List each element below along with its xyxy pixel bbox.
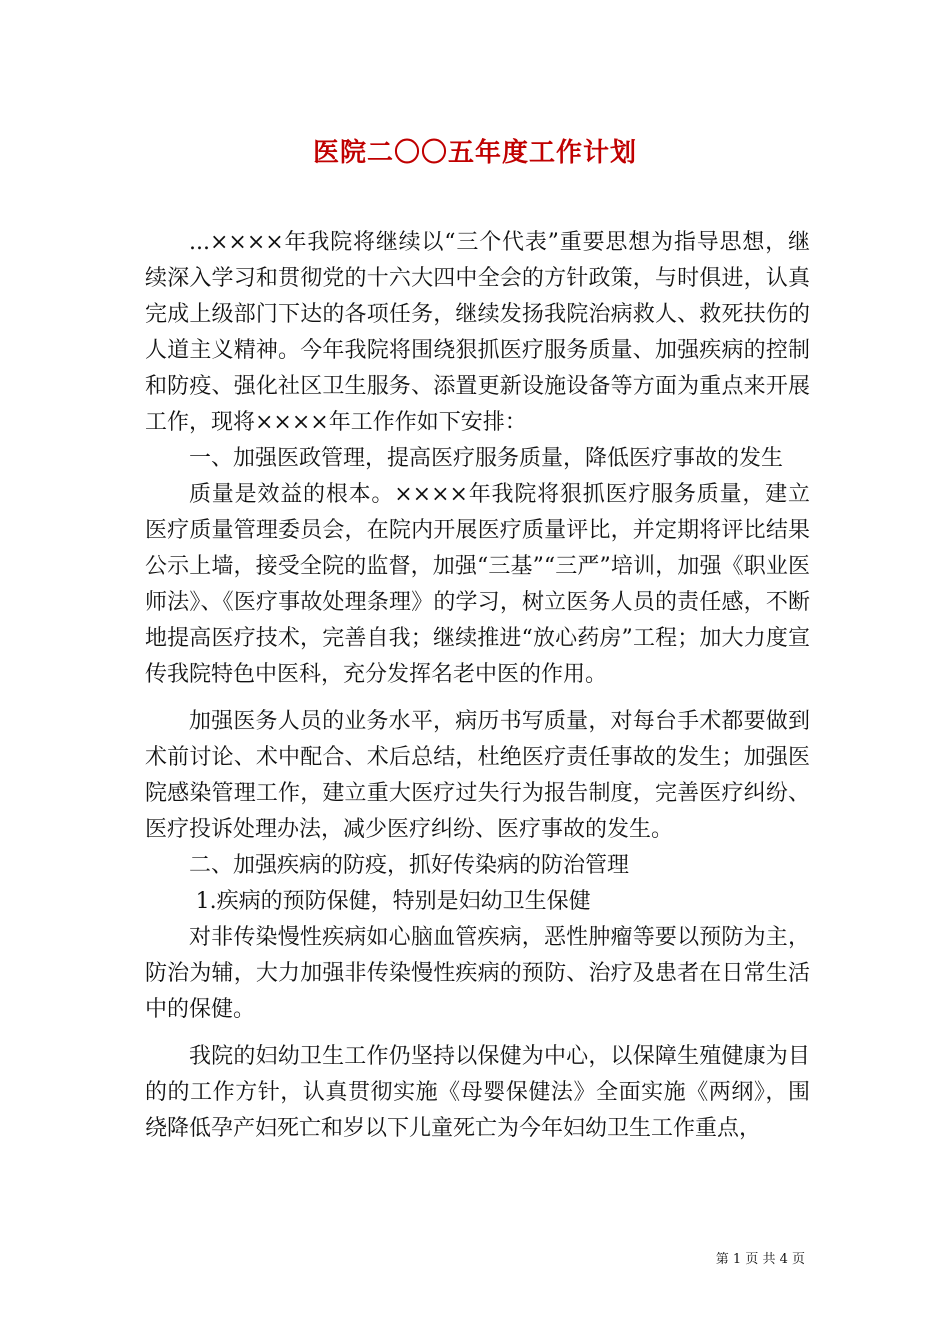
section-heading-1: 一、加强医政管理，提高医疗服务质量，降低医疗事故的发生 bbox=[189, 446, 784, 471]
document-title: 医院二〇〇五年度工作计划 bbox=[312, 138, 637, 168]
subsection-heading-1: 1.疾病的预防保健，特别是妇幼卫生保健 bbox=[195, 889, 591, 914]
paragraph-chronic-disease: 对非传染慢性疾病如心脑血管疾病，恶性肿瘤等要以预防为主，防治为辅，大力加强非传染慢性疾病的预防、治疗及患者在日常生活中的保健。 bbox=[145, 925, 810, 1022]
paragraph-quality: 质量是效益的根本。××××年我院将狠抓医疗服务质量，建立医疗质量管理委员会，在院内开展医疗质量评比，并定期将评比结果公示上墙，接受全院的监督，加强“三基”“三严”培训，加强《职业医师法》、《医疗事故处理条理》的学习，树立医务人员的责任感，不断地提高医疗技术，完善自我；继续推进“放心药房”工程；加大力度宣传我院特色中医科，充分发挥名老中医的作用。 bbox=[145, 482, 810, 687]
section-heading-2: 二、加强疾病的防疫，抓好传染病的防治管理 bbox=[189, 853, 630, 878]
paragraph-intro: ...××××年我院将继续以“三个代表”重要思想为指导思想，继续深入学习和贯彻党的十六大四中全会的方针政策，与时俱进，认真完成上级部门下达的各项任务，继续发扬我院治病救人、救死扶伤的人道主义精神。今年我院将围绕狠抓医疗服务质量、加强疾病的控制和防疫、强化社区卫生服务、添置更新设施设备等方面为重点来开展工作，现将××××年工作作如下安排： bbox=[145, 230, 810, 435]
paragraph-maternal-child: 我院的妇幼卫生工作仍坚持以保健为中心，以保障生殖健康为目的的工作方针，认真贯彻实施《母婴保健法》全面实施《两纲》，围绕降低孕产妇死亡和岁以下儿童死亡为今年妇幼卫生工作重点， bbox=[145, 1044, 810, 1141]
page-number: 第 1 页 共 4 页 bbox=[715, 1252, 805, 1267]
document-body bbox=[145, 225, 810, 1147]
paragraph-staff: 加强医务人员的业务水平，病历书写质量，对每台手术都要做到术前讨论、术中配合、术后总结，杜绝医疗责任事故的发生；加强医院感染管理工作，建立重大医疗过失行为报告制度，完善医疗纠纷、医疗投诉处理办法，减少医疗纠纷、医疗事故的发生。 bbox=[145, 709, 810, 842]
